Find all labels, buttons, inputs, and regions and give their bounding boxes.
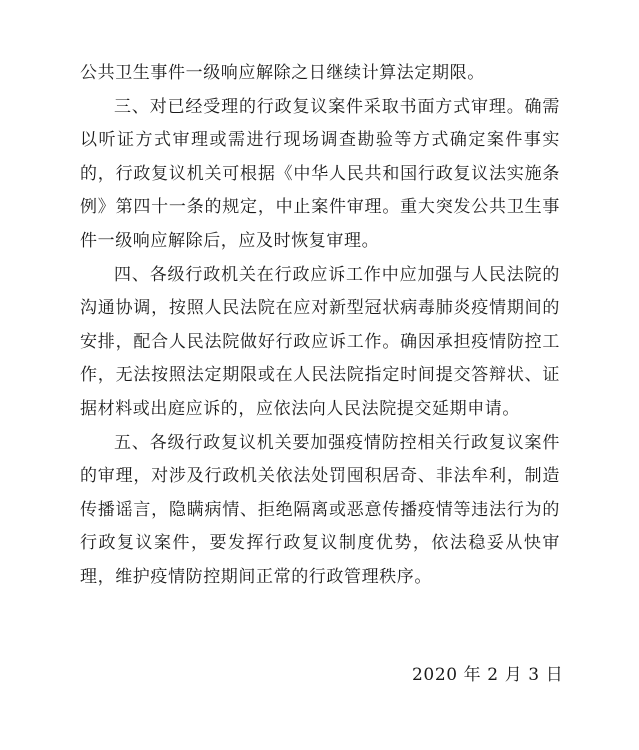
paragraph-continuation: 公共卫生事件一级响应解除之日继续计算法定期限。 (80, 63, 485, 83)
document-body (80, 57, 560, 595)
document-date: 2020 年 2 月 3 日 (412, 665, 564, 685)
paragraph-item-3: 三、对已经受理的行政复议案件采取书面方式审理。确需以听证方式审理或需进行现场调查勘验等方式确定案件事实的，行政复议机关可根据《中华人民共和国行政复议法实施条例》第四十一条的规定，中止案件审理。重大突发公共卫生事件一级响应解除后，应及时恢复审理。 (80, 96, 560, 251)
paragraph-item-5: 五、各级行政复议机关要加强疫情防控相关行政复议案件的审理，对涉及行政机关依法处罚囤积居奇、非法牟利，制造传播谣言，隐瞒病情、拒绝隔离或恶意传播疫情等违法行为的行政复议案件，要发挥行政复议制度优势，依法稳妥从快审理，维护疫情防控期间正常的行政管理秩序。 (80, 432, 560, 587)
paragraph-item-4: 四、各级行政机关在行政应诉工作中应加强与人民法院的沟通协调，按照人民法院在应对新型冠状病毒肺炎疫情期间的安排，配合人民法院做好行政应诉工作。确因承担疫情防控工作，无法按照法定期限或在人民法院指定时间提交答辩状、证据材料或出庭应诉的，应依法向人民法院提交延期申请。 (80, 264, 560, 419)
